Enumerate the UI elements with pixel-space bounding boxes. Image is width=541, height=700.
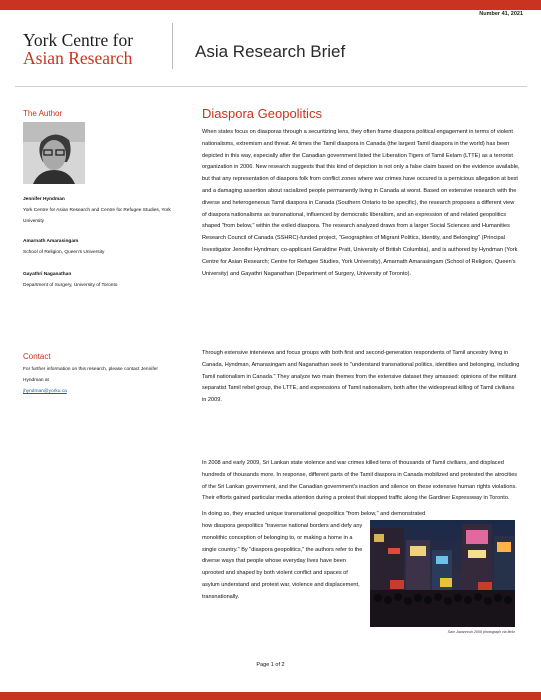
article-paragraph: Through extensive interviews and focus groups with both first and second-generation respondents of Tamil ancestry living in Canada, Hyndman, Amarasingam and Naganathan seek to "understand transnational politics, identities and belonging, including Tamil nationalism in Canada." They analyze two main themes from the extensive dataset they amassed: opinions of the militant separatist Tamil rebel group, the LTTE, and expressions of Tamil nationalism, both after the widespread killing of Tamil civilians in 2009.	[202, 350, 520, 404]
bottom-accent-bar	[0, 692, 541, 700]
photo-caption: Sam Javanrouh 2009 photograph via flickr	[447, 630, 515, 634]
top-accent-bar	[0, 0, 541, 10]
author-photo	[23, 122, 85, 184]
author-name: Gayathri Naganathan	[23, 272, 72, 277]
logo-line-1: York Centre for	[23, 30, 134, 50]
author-affiliation: York Centre for Asian Research and Centre for Refugee Studies, York University	[23, 208, 171, 224]
logo-line-2: Asian Research	[23, 48, 133, 68]
contact-block	[23, 364, 173, 397]
article-paragraph: In 2008 and early 2009, Sri Lankan state violence and war crimes killed tens of thousands of Tamil civilians, and displaced hundreds of thousands more. In response, different parts of the Tamil diaspora in Canada mobilized and protested the atrocities of the Sri Lankan government, and the Canadian government's inaction and silence on these extensive human rights violations. Their efforts gained particular media attention during a protest that stopped traffic along the Gardiner Expressway in Toronto.	[202, 460, 518, 502]
series-title: Asia Research Brief	[195, 42, 346, 61]
york-centre-logo	[23, 31, 133, 67]
protest-photo	[370, 520, 515, 627]
page-number: Page 1 of 2	[256, 662, 285, 668]
contact-text: For further information on this research, please contact Jennifer Hyndman at	[23, 367, 158, 383]
author-heading: The Author	[23, 109, 63, 118]
author-1	[23, 194, 173, 227]
author-affiliation: School of Religion, Queen's University	[23, 250, 105, 255]
article-title: Diaspora Geopolitics	[202, 106, 322, 121]
article-paragraph: When states focus on diasporas through a securitizing lens, they often frame diaspora political engagement in terms of violent nationalisms, extremism and threat. At times the Tamil diaspora in Canada (the largest Tamil diaspora in the world) has been depicted in this way, especially after the Canadian government listed the Liberation Tigers of Tamil Eelam (LTTE) as a terrorist organization in 2006. New research suggests that this kind of depiction is not only a false claim based on the evidence available, but that any representation of diaspora folk from conflict zones where war crimes have occured is a pernicious allegation at best and a damaging assertion about racialized people permanently living in Canada at worst. Based on extensive research with the diverse and heterogeneous Tamil diaspora in Canada (Southern Ontario to be specific), the research proposes a different view of diaspora nationalisms as transnational, influenced by democratic liberalism, and an expression of and related geopolitics shaped "from below," within the exiled diaspora. The research analyzed draws from a larger Social Sciences and Humanities Research Council of Canada (SSHRC)-funded project, "Geographies of Migrant Politics, Identity, and Belonging" (Principal Investigator Jennifer Hyndman; co-applicant Geraldine Pratt, University of British Columbia), and is authored by Hyndman (York Centre for Asian Research; Centre for Refugee Studies, York University), Amarnath Amarasingam (School of Religion, Queen's University) and Gayathri Naganathan (Department of Surgery, University of Toronto).	[202, 129, 520, 277]
issue-number: Number 41, 2021	[479, 11, 523, 17]
contact-heading: Contact	[23, 352, 51, 361]
article-paragraph-lead: In doing so, they enacted unique transnational geopolitics "from below," and demonstrated	[202, 511, 426, 517]
header-rule	[15, 86, 527, 87]
author-name: Jennifer Hyndman	[23, 197, 65, 202]
contact-email-link[interactable]: jhyndman@yorku.ca	[23, 389, 67, 394]
article-paragraph: how diaspora geopolitics "traverse national borders and defy any monolithic conception of belonging to, or making a home in a single country." By "diaspora geopolitics," the authors refer to the diverse ways that people whose everyday lives have been uprooted and shaped by both violent conflict and spaces of asylum understand and protest war, violence and displacement, transnationally.	[202, 523, 363, 600]
author-2	[23, 236, 173, 258]
author-3	[23, 269, 173, 291]
header-divider	[172, 23, 173, 69]
author-affiliation: Department of Surgery, University of Toronto	[23, 283, 118, 288]
author-name: Amarnath Amarasingam	[23, 239, 79, 244]
